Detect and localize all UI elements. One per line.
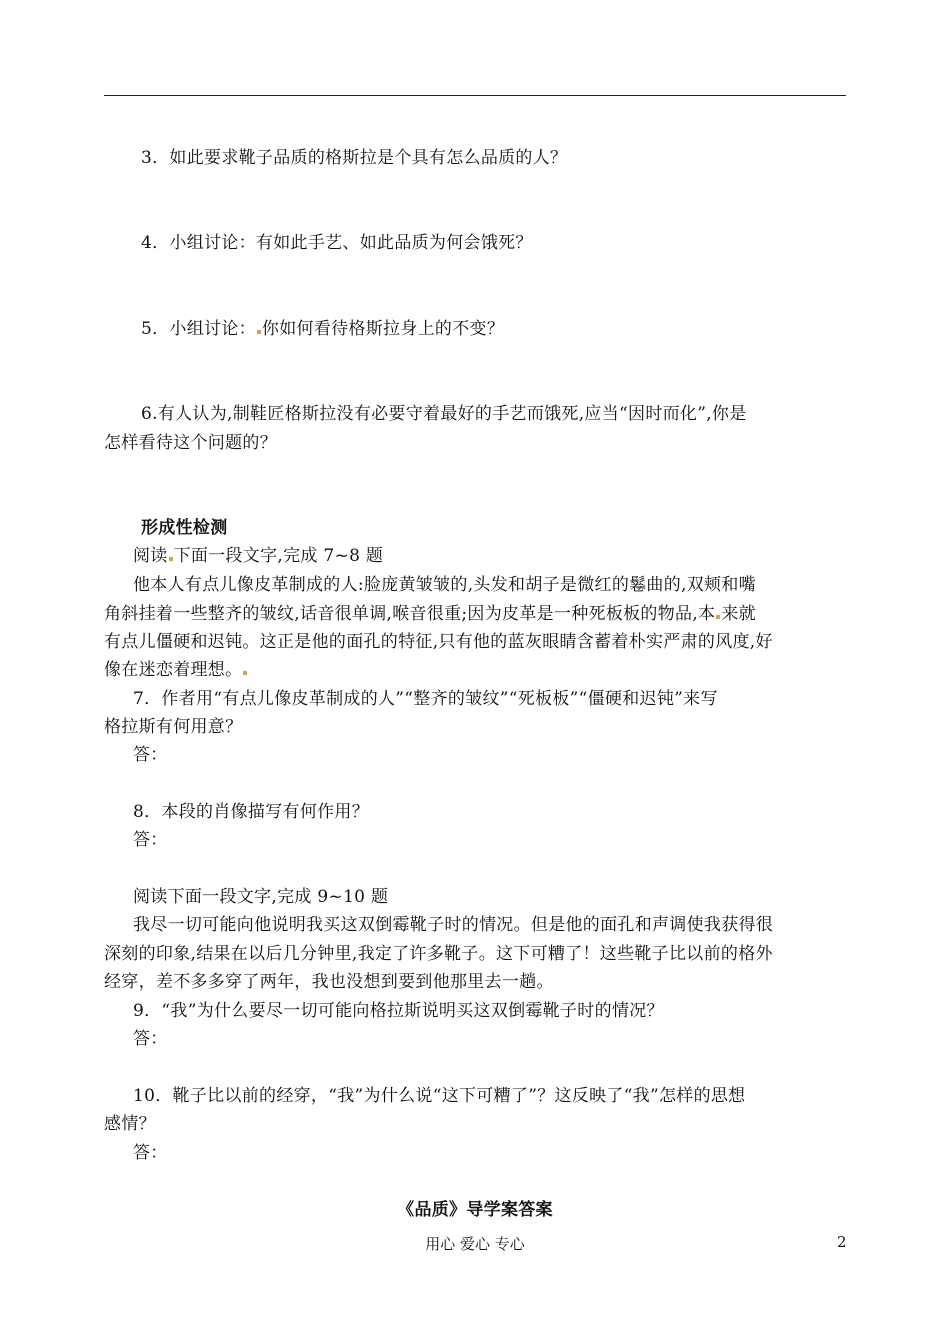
passage-2-line-3: 经穿，差不多多穿了两年，我也没想到要到他那里去一趟。 xyxy=(104,972,554,992)
question-6-line-1: 6.有人认为,制鞋匠格斯拉没有必要守着最好的手艺而饿死,应当“因时而化”,你是 xyxy=(141,404,747,424)
answer-8: 答： xyxy=(133,830,168,850)
answer-9: 答： xyxy=(133,1029,168,1049)
answer-10: 答： xyxy=(133,1143,168,1163)
question-10-line-2: 感情？ xyxy=(104,1114,156,1134)
passage-1-line-2: 角斜挂着一些整齐的皱纹,话音很单调,喉音很重;因为皮革是一种死板板的物品,本 来就 xyxy=(104,604,756,624)
question-6-line-2: 怎样看待这个问题的？ xyxy=(104,433,277,453)
header-rule xyxy=(104,95,846,96)
marker-dot xyxy=(716,615,720,619)
marker-dot xyxy=(169,557,173,561)
marker-dot xyxy=(257,330,261,334)
question-9: 9．“我”为什么要尽一切可能向格拉斯说明买这双倒霉靴子时的情况？ xyxy=(133,1001,664,1021)
marker-dot xyxy=(243,671,247,675)
question-4: 4．小组讨论：有如此手艺、如此品质为何会饿死？ xyxy=(141,233,533,253)
answer-heading: 《品质》导学案答案 xyxy=(397,1200,553,1220)
page-footer: 用心 爱心 专心 xyxy=(425,1235,525,1253)
question-10-line-1: 10．靴子比以前的经穿，“我”为什么说“这下可糟了”？这反映了“我”怎样的思想 xyxy=(133,1086,746,1106)
passage-1-line-4: 像在迷恋着理想。 xyxy=(104,656,248,684)
section-title: 形成性检测 xyxy=(141,518,228,538)
question-7-line-1: 7．作者用“有点儿像皮革制成的人”“整齐的皱纹”“死板板”“僵硬和迟钝”来写 xyxy=(133,689,718,709)
answer-7: 答： xyxy=(133,745,168,765)
passage-2-line-1: 我尽一切可能向他说明我买这双倒霉靴子时的情况。但是他的面孔和声调使我获得很 xyxy=(133,915,774,935)
question-8: 8．本段的肖像描写有何作用？ xyxy=(133,802,370,822)
passage-1-line-3: 有点儿僵硬和迟钝。这正是他的面孔的特征,只有他的蓝灰眼睛含蓄着朴实严肃的风度,好 xyxy=(104,632,773,652)
passage-1-line-1: 他本人有点儿像皮革制成的人:脸庞黄皱皱的,头发和胡子是微红的鬈曲的,双颊和嘴 xyxy=(133,575,756,595)
question-7-line-2: 格拉斯有何用意？ xyxy=(104,717,243,737)
reading-instruction-2: 阅读下面一段文字,完成 9~10 题 xyxy=(133,887,389,907)
passage-2-line-2: 深刻的印象,结果在以后几分钟里,我定了许多靴子。这下可糟了！这些靴子比以前的格外 xyxy=(104,944,773,964)
question-5: 5．小组讨论： 你如何看待格斯拉身上的不变？ xyxy=(141,319,505,339)
reading-instruction-1: 阅读 下面一段文字,完成 7~8 题 xyxy=(133,546,384,566)
page-number: 2 xyxy=(837,1233,847,1251)
question-3: 3．如此要求靴子品质的格斯拉是个具有怎么品质的人？ xyxy=(141,148,568,168)
